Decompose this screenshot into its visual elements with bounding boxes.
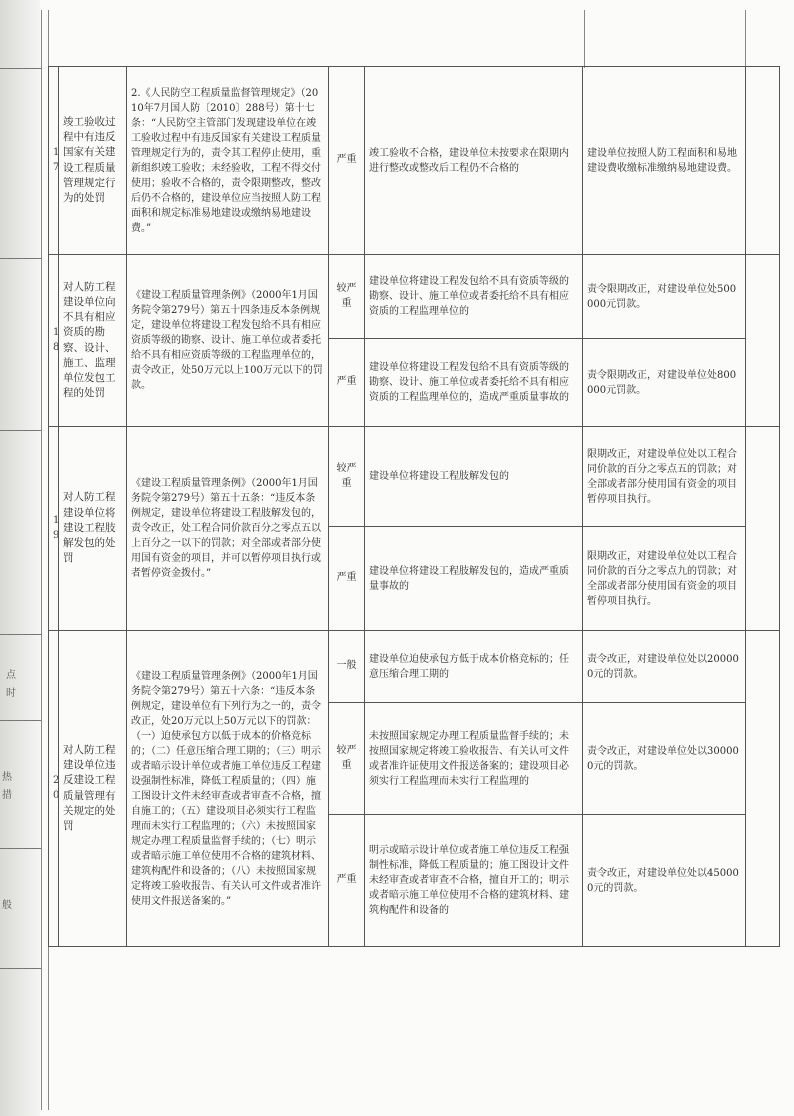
severity-level: 一般: [329, 631, 365, 703]
severity-level: 较严重: [329, 703, 365, 815]
violation-circumstance: 未按照国家规定办理工程质量监督手续的；未按照国家规定将竣工验收报告、有关认可文件或者准许证使用文件报送备案的；建设项目必须实行工程监理而未实行工程监理的: [365, 703, 583, 815]
row-number: 20: [49, 631, 59, 947]
margin-rule: [0, 848, 41, 849]
violation-item: 对人防工程建设单位违反建设工程质量管理有关规定的处罚: [59, 631, 127, 947]
page-rule: [584, 10, 585, 68]
penalty-standard: 建设单位按照人防工程面积和易地建设费收缴标准缴纳易地建设费。: [583, 67, 746, 255]
legal-basis: 2.《人民防空工程质量监督管理规定》（2010年7月国人防〔2010〕288号）第十七条：“人民防空主管部门发现建设单位在竣工验收过程中有违反国家有关建设工程质量管理规定行为的，责令其工程停止使用，重新组织竣工验收；未经验收，工程不得交付使用；验收不合格的，责令限期整改，整改后仍不合格的，建设单位应当按照人防工程面积和规定标准易地建设或缴纳易地建设费。”: [127, 67, 329, 255]
penalty-standard: 限期改正，对建设单位处以工程合同价款的百分之零点五的罚款；对全部或者部分使用国有资金的项目暂停项目执行。: [583, 427, 746, 527]
severity-level: 严重: [329, 815, 365, 947]
margin-glyph: 点: [6, 670, 16, 681]
page-rule: [41, 10, 42, 1110]
severity-level: 严重: [329, 527, 365, 631]
table-row: [49, 631, 780, 703]
violation-circumstance: 竣工验收不合格，建设单位未按要求在限期内进行整改或整改后工程仍不合格的: [365, 67, 583, 255]
table-row: [49, 67, 780, 255]
severity-level: 严重: [329, 67, 365, 255]
margin-rule: [0, 430, 41, 431]
violation-item: 竣工验收过程中有违反国家有关建设工程质量管理规定行为的处罚: [59, 67, 127, 255]
blank-cell: [746, 67, 780, 255]
blank-cell: [746, 631, 780, 947]
penalty-standard: 责令限期改正，对建设单位处800000元罚款。: [583, 339, 746, 427]
margin-rule: [0, 68, 41, 69]
margin-rule: [0, 258, 41, 259]
violation-circumstance: 建设单位将建设工程发包给不具有资质等级的勘察、设计、施工单位或者委托给不具有相应资质的工程监理单位的，造成严重质量事故的: [365, 339, 583, 427]
margin-glyph: 时: [6, 688, 16, 699]
severity-level: 较严重: [329, 255, 365, 339]
penalty-standard: 责令改正，对建设单位处以300000元的罚款。: [583, 703, 746, 815]
penalty-table: [48, 66, 780, 947]
legal-basis: 《建设工程质量管理条例》（2000年1月国务院令第279号）第五十四条违反本条例规定，建设单位将建设工程发包给不具有相应资质等级的勘察、设计、施工单位或者委托给不具有相应资质等级的工程监理单位的，责令改正，处50万元以上100万元以下的罚款。: [127, 255, 329, 427]
margin-rule: [0, 968, 41, 969]
scan-left-edge: [0, 0, 40, 1116]
violation-circumstance: 明示或暗示设计单位或者施工单位违反工程强制性标准，降低工程质量的；施工图设计文件未经审查或者审查不合格，擅自开工的；明示或者暗示施工单位使用不合格的建筑材料、建筑构配件和设备的: [365, 815, 583, 947]
violation-circumstance: 建设单位将建设工程发包给不具有资质等级的勘察、设计、施工单位或者委托给不具有相应资质的工程监理单位的: [365, 255, 583, 339]
violation-item: 对人防工程建设单位将建设工程肢解发包的处罚: [59, 427, 127, 631]
table-row: [49, 255, 780, 339]
blank-cell: [746, 427, 780, 631]
row-number: 17: [49, 67, 59, 255]
margin-glyph: 措: [2, 790, 12, 801]
violation-circumstance: 建设单位迫使承包方低于成本价格竞标的；任意压缩合理工期的: [365, 631, 583, 703]
margin-glyph: 热: [2, 772, 12, 783]
row-number: 19: [49, 427, 59, 631]
penalty-standard: 责令改正，对建设单位处以450000元的罚款。: [583, 815, 746, 947]
penalty-standard: 限期改正，对建设单位处以工程合同价款的百分之零点九的罚款；对全部或者部分使用国有资金的项目暂停项目执行。: [583, 527, 746, 631]
legal-basis: 《建设工程质量管理条例》（2000年1月国务院令第279号）第五十六条：“违反本条例规定，建设单位有下列行为之一的，责令改正，处20万元以上50万元以下的罚款：（一）迫使承包方以低于成本的价格竞标的；（二）任意压缩合理工期的；（三）明示或者暗示设计单位或者施工单位违反工程建设强制性标准，降低工程质量的；（四）施工图设计文件未经审查或者审查不合格，擅自施工的；（五）建设项目必须实行工程监理而未实行工程监理的；（六）未按照国家规定办理工程质量监督手续的；（七）明示或者暗示施工单位使用不合格的建筑材料、建筑构配件和设备的；（八）未按照国家规定将竣工验收报告、有关认可文件或者准许使用文件报送备案的。”: [127, 631, 329, 947]
row-number: 18: [49, 255, 59, 427]
margin-rule: [0, 634, 41, 635]
margin-glyph: 般: [2, 900, 12, 911]
page-rule: [745, 10, 746, 68]
violation-circumstance: 建设单位将建设工程肢解发包的: [365, 427, 583, 527]
table-row: [49, 427, 780, 527]
severity-level: 严重: [329, 339, 365, 427]
violation-circumstance: 建设单位将建设工程肢解发包的，造成严重质量事故的: [365, 527, 583, 631]
penalty-standard: 责令改正，对建设单位处以200000元的罚款。: [583, 631, 746, 703]
severity-level: 较严重: [329, 427, 365, 527]
margin-rule: [0, 720, 41, 721]
blank-cell: [746, 255, 780, 427]
penalty-standard: 责令限期改正，对建设单位处500000元罚款。: [583, 255, 746, 339]
violation-item: 对人防工程建设单位向不具有相应资质的勘察、设计、施工、监理单位发包工程的处罚: [59, 255, 127, 427]
legal-basis: 《建设工程质量管理条例》（2000年1月国务院令第279号）第五十五条：“违反本条例规定，建设单位将建设工程肢解发包的，责令改正，处工程合同价款百分之零点五以上百分之一以下的罚款；对全部或者部分使用国有资金的项目，并可以暂停项目执行或者暂停资金拨付。”: [127, 427, 329, 631]
